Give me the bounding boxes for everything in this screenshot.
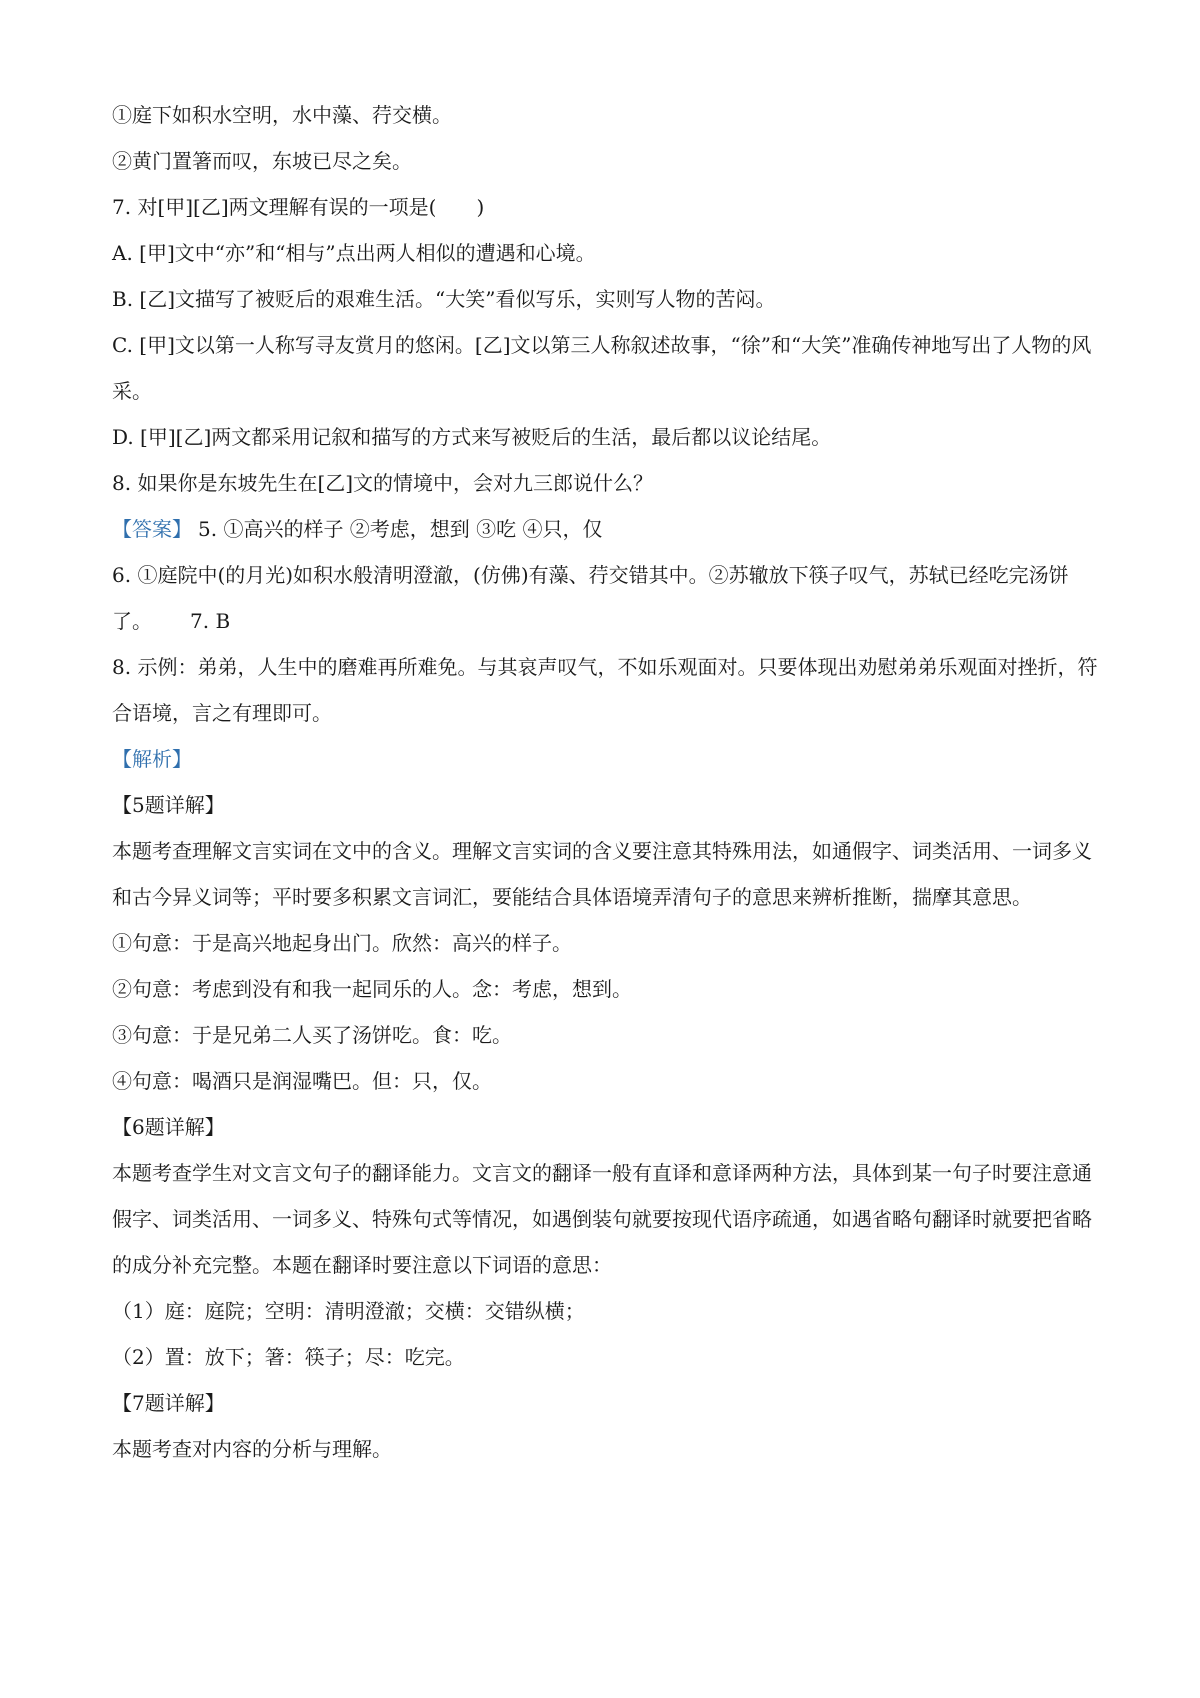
document-body xyxy=(112,92,1102,1472)
detail-6-heading: 【6题详解】 xyxy=(112,1115,225,1139)
detail-5-item-3: ③句意：于是兄弟二人买了汤饼吃。食：吃。 xyxy=(112,1023,512,1047)
detail-5-item-1: ①句意：于是高兴地起身出门。欣然：高兴的样子。 xyxy=(112,931,572,955)
detail-6-item-2: （2）置：放下；箸：筷子；尽：吃完。 xyxy=(112,1345,465,1369)
answer-row xyxy=(112,506,1102,552)
detail-6-item-1: （1）庭：庭院；空明：清明澄澈；交横：交错纵横； xyxy=(112,1299,585,1323)
answer-6: 6. ①庭院中(的月光)如积水般清明澄澈，(仿佛)有藻、荇交错其中。②苏辙放下筷子叹气，苏轼已经吃完汤饼了。 xyxy=(112,563,1069,633)
detail-5-heading: 【5题详解】 xyxy=(112,793,225,817)
answer-5: 5. ①高兴的样子 ②考虑，想到 ③吃 ④只，仅 xyxy=(198,517,603,541)
answer-tag: 【答案】 xyxy=(112,517,192,541)
answer-6-block xyxy=(112,552,1102,644)
detail-5-paragraph: 本题考查理解文言实词在文中的含义。理解文言实词的含义要注意其特殊用法，如通假字、词类活用、一词多义和古今异义词等；平时要多积累文言词汇，要能结合具体语境弄清句子的意思来辨析推断，揣摩其意思。 xyxy=(112,839,1092,909)
question-7-option-a: A. [甲]文中“亦”和“相与”点出两人相似的遭遇和心境。 xyxy=(112,241,596,265)
detail-7-heading: 【7题详解】 xyxy=(112,1391,225,1415)
detail-7-paragraph: 本题考查对内容的分析与理解。 xyxy=(112,1437,392,1461)
question-7-option-c: C. [甲]文以第一人称写寻友赏月的悠闲。[乙]文以第三人称叙述故事，“徐”和“大笑”准确传神地写出了人物的风采。 xyxy=(112,333,1092,403)
answer-7: 7. B xyxy=(190,609,231,633)
question-8: 8. 如果你是东坡先生在[乙]文的情境中，会对九三郎说什么？ xyxy=(112,471,654,495)
question-7-option-d: D. [甲][乙]两文都采用记叙和描写的方式来写被贬后的生活，最后都以议论结尾。 xyxy=(112,425,832,449)
detail-5-item-2: ②句意：考虑到没有和我一起同乐的人。念：考虑，想到。 xyxy=(112,977,632,1001)
answer-8: 8. 示例：弟弟，人生中的磨难再所难免。与其哀声叹气，不如乐观面对。只要体现出劝慰弟弟乐观面对挫折，符合语境，言之有理即可。 xyxy=(112,655,1098,725)
detail-5-item-4: ④句意：喝酒只是润湿嘴巴。但：只，仅。 xyxy=(112,1069,492,1093)
analysis-tag: 【解析】 xyxy=(112,747,192,771)
detail-6-paragraph: 本题考查学生对文言文句子的翻译能力。文言文的翻译一般有直译和意译两种方法，具体到某一句子时要注意通假字、词类活用、一词多义、特殊句式等情况，如遇倒装句就要按现代语序疏通，如遇省略句翻译时就要把省略的成分补充完整。本题在翻译时要注意以下词语的意思： xyxy=(112,1161,1092,1277)
sentence-2: ②黄门置箸而叹，东坡已尽之矣。 xyxy=(112,149,412,173)
sentence-1: ①庭下如积水空明，水中藻、荇交横。 xyxy=(112,103,452,127)
question-7: 7. 对[甲][乙]两文理解有误的一项是( ) xyxy=(112,195,485,219)
question-7-option-b: B. [乙]文描写了被贬后的艰难生活。“大笑”看似写乐，实则写人物的苦闷。 xyxy=(112,287,776,311)
